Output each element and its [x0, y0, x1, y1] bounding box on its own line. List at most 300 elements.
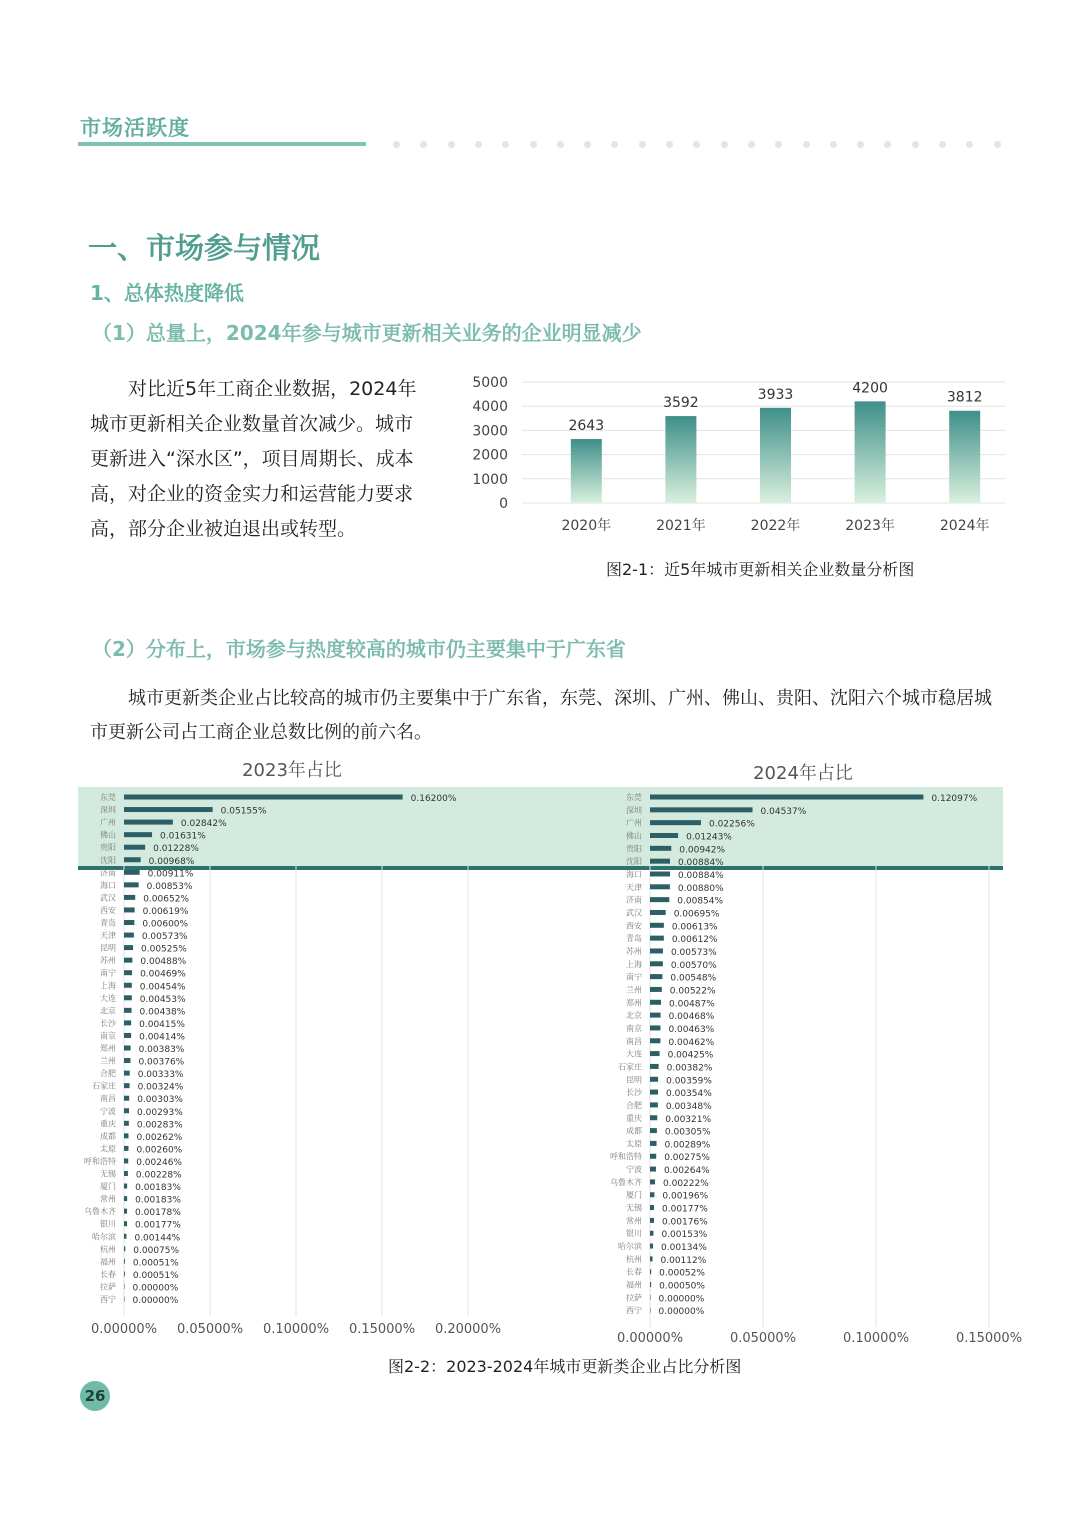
figure-2-caption: 图2-2：2023-2024年城市更新类企业占比分析图: [388, 1357, 742, 1376]
category-label: 长春: [100, 1269, 116, 1279]
category-label: 上海: [100, 981, 116, 991]
bar: [124, 1046, 131, 1051]
bar-value-label: 0.00354%: [666, 1089, 712, 1100]
category-label: 昆明: [100, 943, 116, 953]
category-label: 南宁: [626, 972, 642, 982]
bar: [124, 1108, 129, 1113]
bar-value-label: 0.00548%: [670, 973, 717, 984]
divider-dot: [994, 141, 1001, 148]
bar: [650, 1256, 653, 1261]
y-tick-label: 4000: [472, 399, 508, 416]
bar-value-label: 0.02842%: [180, 819, 227, 830]
x-tick-label: 0.20000%: [434, 1322, 502, 1337]
x-tick-label: 0.00000%: [90, 1322, 158, 1337]
bar: [124, 1033, 131, 1038]
category-label: 乌鲁木齐: [84, 1207, 116, 1217]
category-label: 沈阳: [100, 855, 116, 865]
bar: [124, 832, 152, 837]
bar-value-label: 0.00453%: [139, 994, 186, 1005]
y-tick-label: 1000: [472, 471, 508, 488]
x-tick-label: 2020年: [561, 518, 612, 534]
category-label: 上海: [626, 959, 642, 969]
category-label: 天津: [100, 931, 116, 941]
bar: [949, 411, 980, 503]
category-label: 济南: [626, 895, 642, 905]
bar-value-label: 0.00853%: [146, 881, 193, 892]
bar: [124, 895, 135, 900]
bar-value-label: 0.12097%: [931, 794, 978, 804]
bar: [650, 1141, 657, 1146]
bar: [650, 1154, 656, 1159]
bar: [124, 958, 132, 963]
category-label: 银川: [626, 1229, 642, 1239]
category-label: 西安: [100, 905, 116, 915]
bar: [650, 1064, 659, 1069]
bar: [124, 1171, 128, 1176]
bar: [124, 845, 145, 850]
category-label: 拉萨: [100, 1282, 116, 1292]
category-label: 长春: [626, 1267, 642, 1277]
category-label: 厦门: [626, 1190, 642, 1200]
category-label: 宁波: [626, 1165, 642, 1175]
x-tick-label: 0.10000%: [262, 1322, 330, 1337]
divider-dot: [666, 141, 673, 148]
bar: [124, 920, 134, 925]
category-label: 常州: [626, 1216, 642, 1226]
category-label: 济南: [100, 868, 116, 878]
dotted-divider: [393, 141, 1003, 149]
bar-value-label: 0.00462%: [668, 1037, 715, 1048]
bar: [124, 907, 135, 912]
bar: [124, 1008, 132, 1013]
x-tick-label: 0.00000%: [616, 1331, 684, 1346]
divider-dot: [530, 141, 537, 148]
bar: [124, 1121, 129, 1126]
bar-value-label: 0.00052%: [659, 1268, 705, 1279]
category-label: 苏州: [626, 946, 642, 956]
bar-value-label: 0.00196%: [662, 1191, 709, 1202]
bar: [650, 1167, 656, 1172]
divider-dot: [502, 141, 509, 148]
bar-value-label: 0.00600%: [142, 919, 189, 930]
company-count-bar-chart: [470, 370, 1010, 540]
bar: [124, 995, 132, 1000]
bar: [650, 1013, 661, 1018]
bar: [650, 961, 663, 966]
bar: [124, 1133, 129, 1138]
bar: [650, 1102, 658, 1107]
category-label: 厦门: [100, 1182, 116, 1192]
category-label: 武汉: [100, 893, 116, 903]
bar: [650, 987, 662, 992]
divider-dot: [420, 141, 427, 148]
bar-value-label: 0.00260%: [136, 1145, 183, 1156]
bar-value-label: 0.00293%: [137, 1107, 183, 1118]
bar-value-label: 0.00884%: [677, 870, 724, 881]
bar-value-label: 0.00000%: [658, 1307, 705, 1318]
bar: [650, 948, 663, 953]
bar: [650, 1282, 651, 1287]
divider-dot: [584, 141, 591, 148]
bar-value-label: 0.16200%: [410, 794, 457, 804]
bar-value-label: 0.00854%: [677, 896, 724, 907]
bar: [650, 1115, 657, 1120]
y-tick-label: 5000: [472, 375, 508, 391]
bar-value-label: 4200: [852, 380, 888, 397]
bar-value-label: 0.00051%: [132, 1258, 179, 1269]
bar-value-label: 0.00348%: [665, 1101, 712, 1112]
bar-value-label: 0.00183%: [135, 1195, 181, 1206]
bar: [124, 1083, 130, 1088]
category-label: 乌鲁木齐: [610, 1177, 642, 1187]
bar-value-label: 0.00000%: [658, 1294, 705, 1305]
bar-value-label: 0.00275%: [664, 1153, 710, 1164]
bar-value-label: 0.00262%: [136, 1132, 183, 1143]
bar-value-label: 0.00228%: [135, 1170, 182, 1181]
category-label: 佛山: [100, 830, 116, 840]
category-label: 武汉: [626, 908, 642, 918]
category-label: 青岛: [100, 918, 116, 928]
bar: [650, 833, 678, 838]
bar-value-label: 0.00178%: [135, 1208, 181, 1219]
category-label: 呼和浩特: [610, 1152, 642, 1162]
x-tick-label: 0.05000%: [176, 1322, 244, 1337]
divider-dot: [639, 141, 646, 148]
bar-value-label: 0.00183%: [135, 1183, 181, 1194]
bar-value-label: 0.00305%: [664, 1127, 711, 1138]
bar-value-label: 0.01228%: [153, 844, 199, 855]
bar: [650, 936, 664, 941]
category-label: 西宁: [100, 1295, 116, 1304]
bar-value-label: 0.00911%: [147, 869, 194, 880]
bar-value-label: 0.00613%: [671, 922, 718, 933]
x-tick-label: 0.10000%: [842, 1331, 910, 1346]
y-tick-label: 0: [499, 496, 508, 512]
bar-value-label: 0.00570%: [670, 960, 717, 971]
bar: [650, 1205, 654, 1210]
bar-value-label: 0.00573%: [670, 947, 717, 958]
bar-value-label: 0.00376%: [138, 1057, 185, 1068]
category-label: 天津: [626, 882, 642, 892]
bar: [124, 1259, 125, 1264]
bar: [124, 945, 133, 950]
bar: [124, 870, 140, 875]
bar-value-label: 0.00438%: [139, 1007, 186, 1018]
section-underline: [78, 142, 366, 146]
category-label: 贵阳: [100, 843, 116, 853]
bar: [650, 1231, 653, 1236]
bar: [650, 1179, 655, 1184]
bar: [650, 884, 670, 889]
bar: [650, 1308, 651, 1313]
bar-value-label: 0.00134%: [661, 1243, 707, 1254]
bar: [571, 439, 602, 503]
bar-value-label: 0.00382%: [666, 1063, 713, 1074]
category-label: 合肥: [100, 1069, 116, 1079]
bar: [124, 933, 134, 938]
bar: [650, 846, 671, 851]
category-label: 呼和浩特: [84, 1156, 116, 1166]
bar: [124, 795, 403, 800]
category-label: 沈阳: [626, 857, 642, 867]
bar: [124, 807, 213, 812]
chart-title: 2023年占比: [242, 760, 342, 781]
divider-dot: [475, 141, 482, 148]
category-label: 昆明: [626, 1075, 642, 1085]
bar-value-label: 0.04537%: [760, 806, 807, 817]
category-label: 海口: [626, 869, 642, 879]
bar-value-label: 0.00383%: [138, 1045, 185, 1055]
category-label: 南昌: [100, 1094, 116, 1104]
bar: [650, 1218, 654, 1223]
category-label: 广州: [100, 818, 116, 828]
category-label: 大连: [100, 993, 116, 1003]
category-label: 北京: [100, 1006, 116, 1016]
category-label: 西宁: [626, 1306, 642, 1316]
category-label: 太原: [100, 1144, 116, 1154]
bar: [650, 1038, 660, 1043]
bar-value-label: 0.00050%: [659, 1281, 705, 1292]
category-label: 银川: [100, 1219, 116, 1229]
bar-value-label: 0.00522%: [669, 986, 716, 997]
share-2023-bar-chart: [60, 755, 520, 1345]
divider-dot: [966, 141, 973, 148]
heading-3-total: （1）总量上，2024年参与城市更新相关业务的企业明显减少: [92, 321, 642, 345]
bar-value-label: 0.00454%: [139, 982, 186, 993]
bar-value-label: 0.00488%: [140, 957, 187, 968]
bar-value-label: 0.00468%: [668, 1012, 715, 1023]
category-label: 哈尔滨: [618, 1242, 642, 1252]
bar: [124, 983, 132, 988]
category-label: 南宁: [100, 968, 116, 978]
category-label: 深圳: [100, 805, 116, 815]
bar: [124, 1146, 128, 1151]
bar-value-label: 0.00612%: [671, 935, 718, 946]
bar-value-label: 0.02256%: [708, 819, 755, 830]
bar: [650, 1269, 651, 1274]
bar-value-label: 0.00619%: [142, 906, 189, 917]
paragraph-total: 对比近5年工商企业数据，2024年城市更新相关企业数量首次减少。城市更新进入“深水区”，项目周期长、成本高，对企业的资金实力和运营能力要求高，部分企业被迫退出或转型。: [90, 378, 417, 540]
divider-dot: [857, 141, 864, 148]
category-label: 大连: [626, 1049, 642, 1059]
divider-dot: [393, 141, 400, 148]
heading-3-distribution: （2）分布上，市场参与热度较高的城市仍主要集中于广东省: [92, 637, 626, 661]
heading-1: 一、市场参与情况: [88, 231, 321, 265]
bar: [650, 1000, 661, 1005]
category-label: 南京: [100, 1031, 116, 1041]
bar: [650, 1090, 658, 1095]
bar-value-label: 0.00469%: [140, 969, 186, 980]
category-label: 常州: [100, 1194, 116, 1204]
bar-value-label: 0.00968%: [148, 856, 195, 867]
heading-2: 1、总体热度降低: [90, 281, 244, 305]
bar: [124, 1196, 127, 1201]
category-label: 重庆: [626, 1113, 642, 1123]
bar: [124, 1284, 125, 1289]
bar-value-label: 0.00303%: [137, 1095, 183, 1106]
bar-value-label: 0.00177%: [662, 1204, 708, 1215]
category-label: 苏州: [100, 956, 116, 966]
bar-value-label: 0.00652%: [143, 894, 189, 905]
category-label: 太原: [626, 1139, 642, 1149]
bar-value-label: 0.00153%: [661, 1230, 708, 1241]
category-label: 广州: [626, 818, 642, 828]
bar-value-label: 3812: [946, 389, 983, 406]
bar: [650, 1244, 653, 1249]
category-label: 兰州: [626, 985, 642, 995]
divider-dot: [884, 141, 891, 148]
bar: [650, 1051, 660, 1056]
category-label: 南昌: [626, 1036, 642, 1046]
bar-value-label: 3592: [663, 395, 699, 412]
bar: [650, 1077, 658, 1082]
category-label: 合肥: [626, 1100, 642, 1110]
bar-value-label: 0.00283%: [136, 1120, 183, 1131]
category-label: 贵阳: [626, 844, 642, 854]
x-tick-label: 0.05000%: [729, 1331, 797, 1346]
section-label: 市场活跃度: [80, 116, 190, 140]
bar-value-label: 0.00880%: [677, 883, 724, 894]
bar: [665, 416, 696, 503]
category-label: 拉萨: [626, 1293, 642, 1303]
category-label: 郑州: [626, 998, 642, 1008]
bar-value-label: 0.00884%: [677, 858, 724, 869]
bar: [650, 859, 670, 864]
page-number: 26: [80, 1381, 110, 1411]
bar-value-label: 0.00246%: [136, 1157, 183, 1168]
bar-value-label: 0.01631%: [160, 831, 206, 842]
bar-value-label: 0.00359%: [666, 1076, 712, 1087]
x-tick-label: 0.15000%: [348, 1322, 416, 1337]
bar-value-label: 0.00487%: [669, 999, 715, 1010]
bar: [650, 807, 753, 812]
bar: [650, 1128, 657, 1133]
divider-dot: [912, 141, 919, 148]
bar: [650, 1295, 651, 1300]
bar: [124, 1058, 130, 1063]
bar-value-label: 0.00425%: [667, 1050, 714, 1061]
bar: [650, 795, 923, 800]
category-label: 长沙: [100, 1018, 116, 1028]
bar: [650, 923, 664, 928]
bar: [124, 1297, 125, 1302]
category-label: 西安: [626, 921, 642, 931]
bar: [650, 1025, 660, 1030]
bar-value-label: 0.00573%: [141, 932, 188, 943]
category-label: 石家庄: [92, 1081, 116, 1091]
share-2024-bar-chart: [590, 755, 1030, 1355]
bar-value-label: 0.00289%: [664, 1140, 711, 1151]
bar: [760, 408, 791, 503]
bar-value-label: 0.00333%: [137, 1070, 184, 1081]
bar-value-label: 0.00176%: [661, 1217, 708, 1228]
category-label: 石家庄: [618, 1062, 642, 1072]
bar-value-label: 0.00144%: [134, 1233, 181, 1244]
category-label: 东莞: [100, 793, 116, 802]
bar-value-label: 0.00321%: [665, 1114, 712, 1125]
bar-value-label: 0.00000%: [132, 1283, 179, 1294]
x-tick-label: 0.15000%: [955, 1331, 1023, 1346]
bar: [124, 1158, 128, 1163]
x-tick-label: 2024年: [939, 518, 990, 534]
divider-dot: [721, 141, 728, 148]
bar-value-label: 0.00051%: [132, 1270, 179, 1281]
bar: [124, 1246, 125, 1251]
bar-value-label: 0.00414%: [139, 1032, 185, 1043]
divider-dot: [611, 141, 618, 148]
bar-value-label: 0.00222%: [663, 1178, 709, 1189]
bar: [650, 871, 670, 876]
bar: [124, 1184, 127, 1189]
category-label: 北京: [626, 1011, 642, 1021]
bar: [650, 897, 669, 902]
divider-dot: [448, 141, 455, 148]
category-label: 重庆: [100, 1119, 116, 1129]
category-label: 青岛: [626, 934, 642, 944]
bar-value-label: 0.05155%: [220, 806, 267, 817]
bar-value-label: 0.00695%: [673, 909, 720, 920]
category-label: 成都: [626, 1126, 642, 1136]
y-tick-label: 2000: [472, 447, 508, 464]
divider-dot: [830, 141, 837, 148]
category-label: 深圳: [626, 805, 642, 815]
bar: [650, 974, 662, 979]
bar-value-label: 0.00324%: [137, 1082, 184, 1093]
bar-value-label: 0.00112%: [660, 1255, 707, 1266]
x-tick-label: 2023年: [845, 518, 895, 534]
category-label: 杭州: [100, 1244, 116, 1254]
x-tick-label: 2022年: [750, 518, 801, 534]
bar: [124, 1221, 127, 1226]
divider-dot: [939, 141, 946, 148]
bar-value-label: 0.00177%: [135, 1220, 181, 1231]
x-tick-label: 2021年: [656, 518, 706, 534]
bar: [650, 1192, 654, 1197]
bar: [855, 401, 886, 503]
category-label: 长沙: [626, 1088, 642, 1098]
category-label: 无锡: [100, 1169, 116, 1179]
chart-title: 2024年占比: [753, 763, 853, 784]
bar: [124, 970, 132, 975]
bar-value-label: 0.00525%: [141, 944, 187, 955]
category-label: 哈尔滨: [92, 1232, 116, 1242]
bar-value-label: 3933: [757, 386, 794, 403]
bar: [124, 1209, 127, 1214]
category-label: 宁波: [100, 1106, 116, 1116]
bar-value-label: 0.01243%: [686, 832, 732, 843]
category-label: 福州: [100, 1257, 116, 1267]
bar: [124, 1234, 126, 1239]
bar: [650, 820, 701, 825]
bar: [650, 910, 666, 915]
category-label: 东莞: [626, 793, 642, 802]
bar: [124, 1271, 125, 1276]
divider-dot: [693, 141, 700, 148]
category-label: 成都: [100, 1131, 116, 1141]
bar: [124, 1020, 131, 1025]
bar-value-label: 2643: [568, 418, 605, 435]
y-tick-label: 3000: [472, 423, 508, 440]
bar: [124, 882, 139, 887]
bar-value-label: 0.00075%: [133, 1245, 180, 1256]
bar-value-label: 0.00000%: [132, 1296, 179, 1306]
category-label: 无锡: [626, 1203, 642, 1213]
bar: [124, 820, 173, 825]
category-label: 福州: [626, 1280, 642, 1290]
divider-dot: [775, 141, 782, 148]
bar: [124, 1071, 130, 1076]
category-label: 海口: [100, 880, 116, 890]
